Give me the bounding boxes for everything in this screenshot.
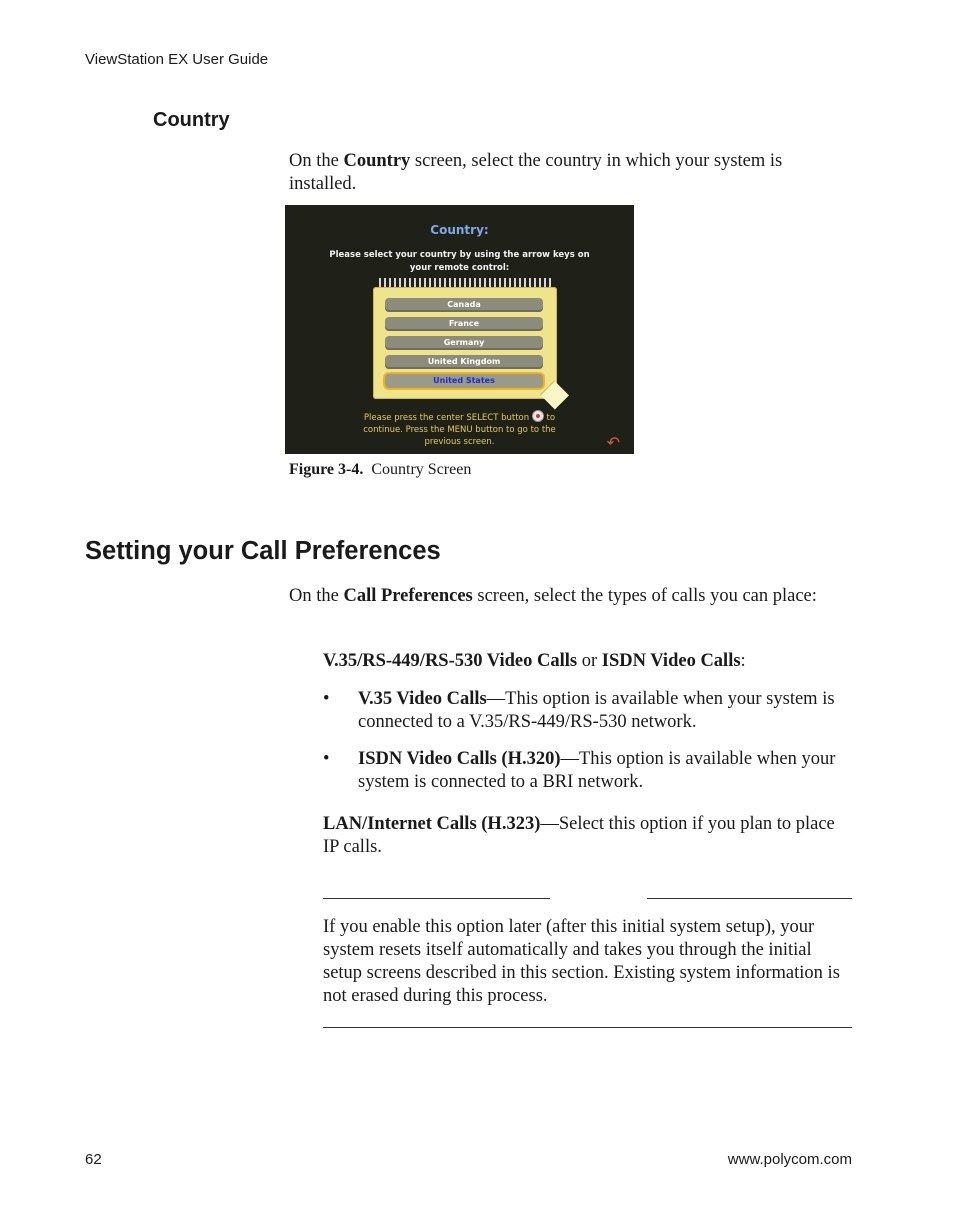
- country-option-germany[interactable]: Germany: [385, 336, 543, 350]
- running-head: ViewStation EX User Guide: [85, 51, 269, 68]
- country-option-france[interactable]: France: [385, 317, 543, 331]
- country-intro-paragraph: On the Country screen, select the country in which your system is installed.: [289, 151, 783, 194]
- website-url: www.polycom.com: [727, 1151, 852, 1168]
- select-button-icon: [532, 410, 544, 422]
- section-heading-call-preferences: Setting your Call Preferences: [85, 537, 441, 565]
- screen-footer-instruction: Please press the center SELECT button to continue. Press the MENU button to go to the previous screen.: [305, 410, 614, 448]
- note-rule-top-right: [647, 898, 852, 899]
- country-option-united-states[interactable]: United States: [385, 374, 543, 388]
- country-screen-figure: [285, 205, 634, 454]
- country-option-canada[interactable]: Canada: [385, 298, 543, 312]
- country-option-united-kingdom[interactable]: United Kingdom: [385, 355, 543, 369]
- screen-instruction: Please select your country by using the arrow keys on your remote control:: [329, 250, 590, 273]
- country-notepad: [373, 287, 557, 399]
- bullet-marker: •: [323, 749, 330, 769]
- screen-title: Country:: [430, 223, 489, 237]
- figure-caption: Figure 3-4. Country Screen: [289, 461, 472, 478]
- note-rule-top-left: [323, 898, 550, 899]
- back-arrow-icon[interactable]: ↶: [606, 433, 620, 452]
- notepad-page-curl: [540, 381, 569, 410]
- call-prefs-intro-paragraph: On the Call Preferences screen, select the types of calls you can place:: [289, 586, 817, 606]
- bullet-marker: •: [323, 689, 330, 709]
- note-paragraph: If you enable this option later (after this initial system setup), your system resets itself automatically and takes you through the initial setup screens described in this section. Existing system information is not erased during this process.: [323, 917, 840, 1006]
- lan-calls-paragraph: LAN/Internet Calls (H.323)—Select this option if you plan to place IP calls.: [323, 814, 835, 857]
- section-heading-country: Country: [153, 109, 230, 131]
- video-calls-line: V.35/RS-449/RS-530 Video Calls or ISDN Video Calls:: [323, 651, 746, 671]
- note-rule-bottom: [323, 1027, 852, 1028]
- page-number: 62: [85, 1151, 102, 1168]
